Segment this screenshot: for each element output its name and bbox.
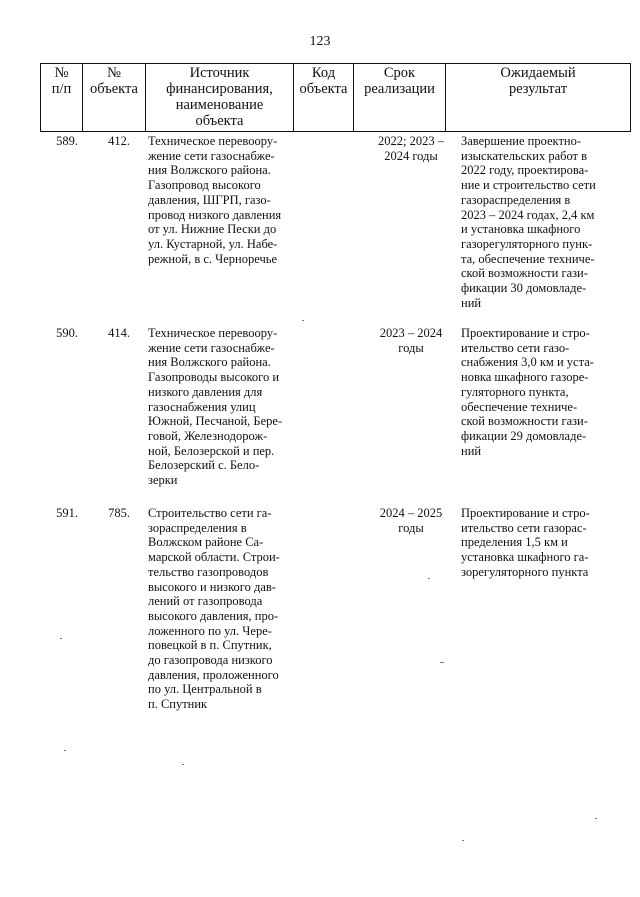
row-number: 591. [56, 506, 78, 520]
header-object-code: Код объекта [294, 64, 354, 132]
object-number: 412. [108, 134, 130, 148]
expected-result: Проектирование и стро- ительство сети газо- снабжения 3,0 км и уста- новка шкафного газоре- гуляторного пункта, обеспечение техниче- ской возможности гази- фикации 29 домовладе- ний [461, 326, 594, 458]
scan-speck [182, 764, 184, 765]
table-header [40, 63, 631, 132]
expected-result: Проектирование и стро- ительство сети газорас- пределения 1,5 км и установка шкафного га- зорегуляторного пункта [461, 506, 590, 579]
header-row-number: № п/п [41, 64, 83, 132]
row-number: 589. [56, 134, 78, 148]
object-number: 785. [108, 506, 130, 520]
expected-result: Завершение проектно- изыскательских работ в 2022 году, проектирова- ние и строительство сети газораспределения в 2023 – 2024 годах, 2,4 км и установка шкафного газорегуляторного пунк- та, обеспечение техниче- ской возможности гази- фикации 30 домовладе- ний [461, 134, 596, 310]
scan-speck [440, 662, 444, 663]
header-funding-source: Источник финансирования, наименование объекта [146, 64, 294, 132]
scan-speck [64, 750, 66, 751]
object-number: 414. [108, 326, 130, 340]
header-object-number: № объекта [83, 64, 146, 132]
scan-speck [462, 840, 464, 841]
scan-speck [302, 320, 304, 321]
funding-source: Техническое перевоору- жение сети газоснабже- ния Волжского района. Газопроводы высокого и низкого давления для газоснабжения улиц Южной, Песчаной, Бере- говой, Железнодорож- ной, Белозерской и пер. Белозерский с. Бело- зерки [148, 326, 283, 488]
funding-source: Техническое перевоору- жение сети газоснабже- ния Волжского района. Газопровод высокого давления, ШГРП, газо- провод низкого давления от ул. Нижние Пески до ул. Кустарной, ул. Набе- режной, в с. Черноречье [148, 134, 282, 266]
header-expected-result: Ожидаемый результат [446, 64, 631, 132]
header-implementation-term: Срок реализации [354, 64, 446, 132]
implementation-term: 2022; 2023 – 2024 годы [378, 134, 444, 163]
scan-speck [428, 578, 430, 579]
funding-source: Строительство сети га- зораспределения в Волжском районе Са- марской области. Строи- тельство газопроводов высокого и низкого дав- лений от газопровода высокого давления, про- ложенного по ул. Чере- повецкой в п. Спутник, до газопровода низкого давления, проложенного по ул. Центральной в п. Спутник [148, 506, 280, 712]
row-number: 590. [56, 326, 78, 340]
implementation-term: 2023 – 2024 годы [379, 326, 443, 355]
scan-speck [595, 818, 597, 819]
scan-speck [60, 638, 62, 639]
implementation-term: 2024 – 2025 годы [379, 506, 443, 535]
page-number: 123 [309, 34, 331, 49]
